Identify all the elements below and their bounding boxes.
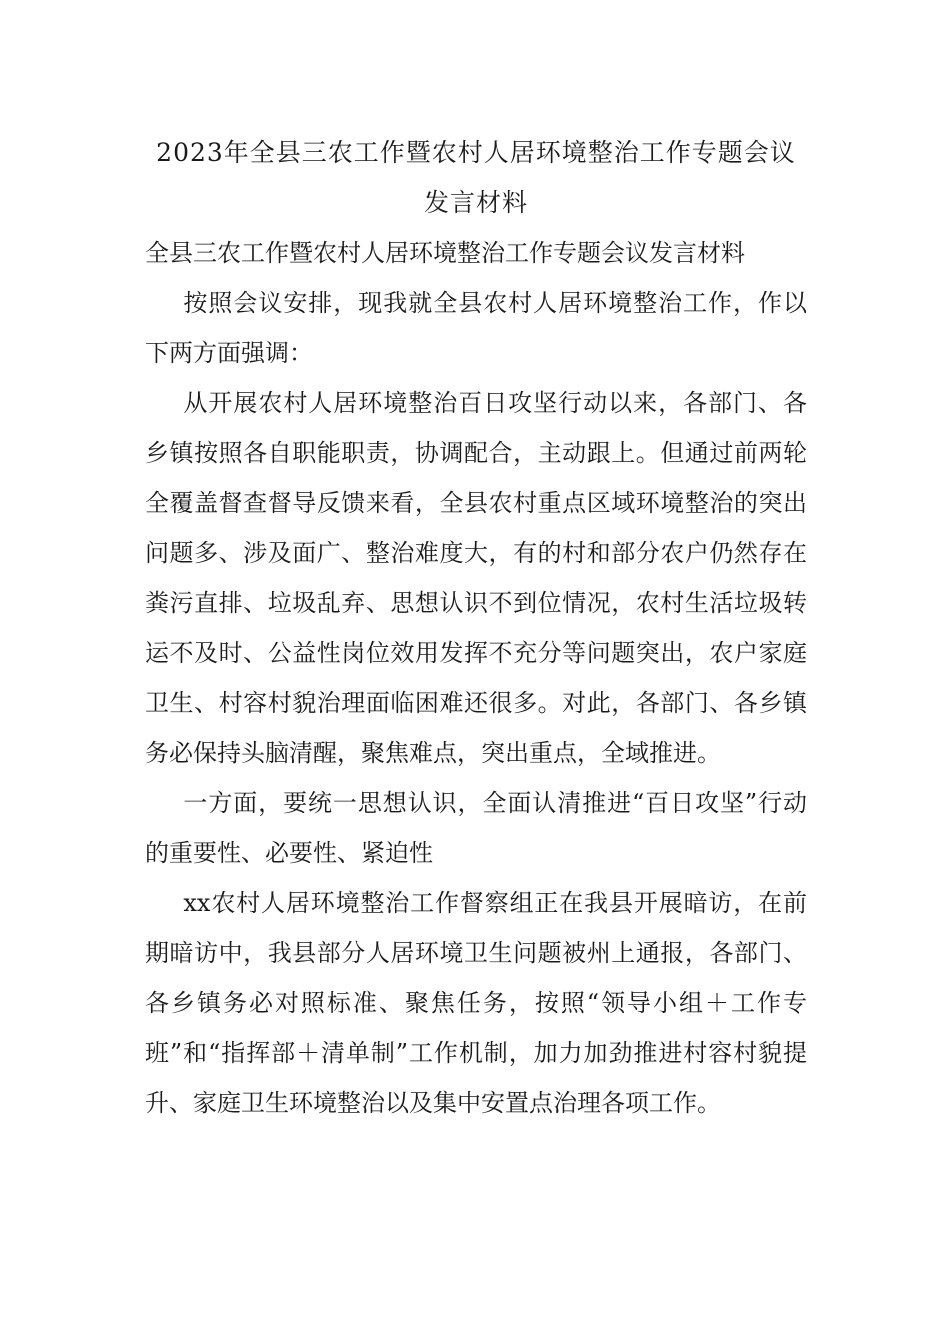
- document-subtitle: 全县三农工作暨农村人居环境整治工作专题会议发言材料: [145, 239, 745, 267]
- paragraph-situation: 从开展农村人居环境整治百日攻坚行动以来，各部门、各乡镇按照各自职能职责，协调配合，主动跟上。但通过前两轮全覆盖督查督导反馈来看，全县农村重点区域环境整治的突出问题多、涉及面广、整治难度大，有的村和部分农户仍然存在粪污直排、垃圾乱弃、思想认识不到位情况，农村生活垃圾转运不及时、公益性岗位效用发挥不充分等问题突出，农户家庭卫生、村容村貌治理面临困难还很多。对此，各部门、各乡镇务必保持头脑清醒，聚焦难点，突出重点，全域推进。: [145, 389, 807, 767]
- paragraph-intro: 按照会议安排，现我就全县农村人居环境整治工作，作以下两方面强调：: [145, 289, 807, 367]
- document-title: 2023年全县三农工作暨农村人居环境整治工作专题会议发言材料: [156, 138, 796, 217]
- paragraph-first-aspect: 一方面，要统一思想认识，全面认清推进“百日攻坚”行动的重要性、必要性、紧迫性: [145, 789, 807, 867]
- paragraph-inspection: xx农村人居环境整治工作督察组正在我县开展暗访，在前期暗访中，我县部分人居环境卫生问题被州上通报，各部门、各乡镇务必对照标准、聚焦任务，按照“领导小组＋工作专班”和“指挥部＋清单制”工作机制，加力加劲推进村容村貌提升、家庭卫生环境整治以及集中安置点治理各项工作。: [145, 889, 807, 1117]
- document-body: [145, 128, 807, 1128]
